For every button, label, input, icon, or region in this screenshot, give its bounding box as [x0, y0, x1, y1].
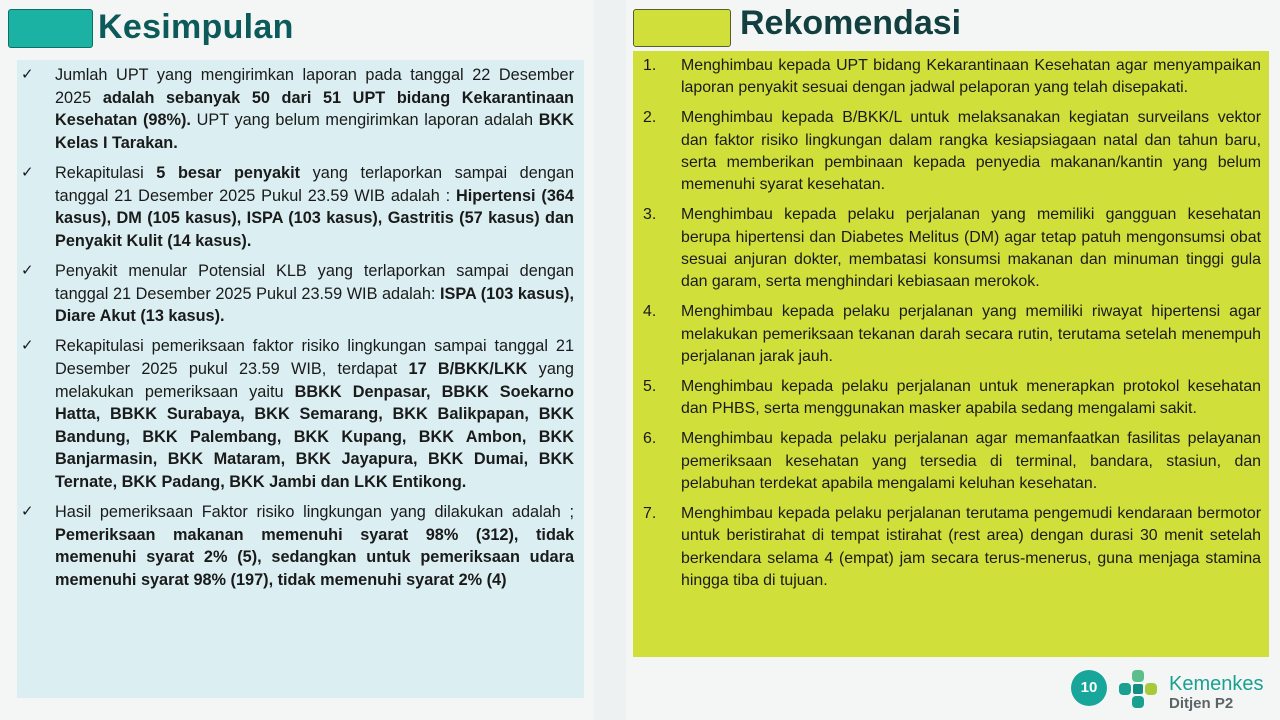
kesimpulan-bold-text: 17 B/BKK/LKK: [408, 359, 528, 378]
checkmark-icon: ✓: [21, 66, 34, 83]
logo-name: Kemenkes: [1169, 673, 1264, 695]
rekomendasi-item: [633, 55, 1261, 100]
rekomendasi-list: [633, 51, 1269, 592]
rekomendasi-item-number: 7.: [643, 505, 657, 523]
kesimpulan-bold-text: BKK Kelas I Tarakan.: [55, 111, 574, 152]
kesimpulan-item: [21, 501, 574, 591]
kesimpulan-item: [21, 162, 574, 252]
rekomendasi-item-text: Menghimbau kepada pelaku perjalanan terutama pengemudi kendaraan bermotor untuk beristirahat di tempat istirahat (rest area) dengan durasi 30 menit setelah berkendara selama 4 (empat) jam secara terus-menerus, guna menjaga stamina hingga tiba di tujuan.: [681, 505, 1261, 590]
kesimpulan-bold-text: 5 besar penyakit: [156, 163, 301, 182]
checkmark-icon: ✓: [21, 337, 34, 355]
rekomendasi-item-number: 4.: [643, 303, 657, 321]
kesimpulan-title: Kesimpulan: [98, 8, 294, 46]
kesimpulan-text: yang terlaporkan sampai dengan tanggal 21 Desember 2025 Pukul 23.59 WIB adalah :: [55, 163, 574, 205]
rekomendasi-item: [633, 428, 1261, 495]
rekomendasi-item-number: 1.: [643, 57, 657, 74]
kesimpulan-text: Penyakit menular Potensial KLB yang terlaporkan sampai dengan tanggal 21 Desember 2025 Pukul 23.59 WIB adalah:: [55, 261, 574, 303]
checkmark-icon: ✓: [21, 503, 34, 521]
rekomendasi-item: [633, 301, 1261, 368]
rekomendasi-item-text: Menghimbau kepada pelaku perjalanan agar memanfaatkan fasilitas pelayanan pemeriksaan kesehatan yang tersedia di terminal, bandara, stasiun, dan pelabuhan terdekat apabila mengalami keluhan kesehatan.: [681, 430, 1261, 493]
kesimpulan-bold-text: ISPA (103 kasus), Diare Akut (13 kasus).: [55, 284, 574, 326]
rekomendasi-tab-marker: [633, 9, 731, 47]
rekomendasi-item-text: Menghimbau kepada pelaku perjalanan untuk menerapkan protokol kesehatan dan PHBS, serta menggunakan masker apabila sedang mengalami sakit.: [681, 378, 1261, 418]
rekomendasi-item: [633, 204, 1261, 293]
rekomendasi-title: Rekomendasi: [740, 4, 962, 42]
checkmark-icon: ✓: [21, 261, 34, 279]
rekomendasi-panel: [633, 51, 1269, 657]
kesimpulan-bold-text: BBKK Denpasar, BBKK Soekarno Hatta, BBKK Surabaya, BKK Semarang, BKK Balikpapan, BKK Bandung, BKK Palembang, BKK Kupang, BKK Ambon, BKK Banjarmasin, BKK Mataram, BKK Jayapura, BKK Dumai, BKK Ternate, BKK Padang, BKK Jambi dan LKK Entikong.: [55, 382, 574, 491]
rekomendasi-item-text: Menghimbau kepada pelaku perjalanan yang memiliki gangguan kesehatan berupa hipertensi dan Diabetes Melitus (DM) agar tetap patuh mengonsumsi obat sesuai anjuran dokter, membatasi konsumsi makanan dan minuman tinggi gula dan garam, serta menghindari kebiasaan merokok.: [681, 206, 1261, 291]
kesimpulan-bold-text: Pemeriksaan makanan memenuhi syarat 98% (312), tidak memenuhi syarat 2% (5), sedangkan untuk pemeriksaan udara memenuhi syarat 98% (197), tidak memenuhi syarat 2% (4): [55, 525, 574, 589]
kesimpulan-tab-marker: [8, 9, 93, 48]
kesimpulan-text: Rekapitulasi pemeriksaan faktor risiko lingkungan sampai tanggal 21 Desember 2025 pukul 23.59 WIB, terdapat: [55, 337, 574, 378]
rekomendasi-item-number: 6.: [643, 430, 657, 448]
kesimpulan-item: [21, 335, 574, 493]
kesimpulan-bold-text: adalah sebanyak 50 dari 51 UPT bidang Kekarantinaan Kesehatan (98%).: [55, 88, 575, 130]
kesimpulan-panel: [17, 60, 584, 698]
rekomendasi-item-text: Menghimbau kepada pelaku perjalanan yang memiliki riwayat hipertensi agar melakukan pemeriksaan tekanan darah secara rutin, terutama setelah menempuh perjalanan jarak jauh.: [681, 303, 1261, 365]
rekomendasi-item-number: 2.: [643, 109, 657, 127]
kesimpulan-text: Hasil pemeriksaan Faktor risiko lingkungan yang dilakukan adalah ;: [55, 503, 574, 522]
logo-subtitle: Ditjen P2: [1169, 695, 1234, 712]
page-number: 10: [1071, 670, 1107, 706]
rekomendasi-item-text: Menghimbau kepada B/BKK/L untuk melaksanakan kegiatan surveilans vektor dan faktor risiko lingkungan dalam rangka kesiapsiagaan natal dan tahun baru, serta memberikan pembinaan kepada penyedia makanan/kantin yang belum memenuhi syarat kesehatan.: [681, 109, 1261, 194]
kesimpulan-item: [21, 64, 575, 154]
kesimpulan-list: [17, 60, 584, 591]
kesimpulan-text: Rekapitulasi: [55, 163, 157, 182]
checkmark-icon: ✓: [21, 163, 34, 181]
rekomendasi-item: [633, 107, 1261, 196]
kesimpulan-text: UPT yang belum mengirimkan laporan adalah: [190, 111, 539, 130]
rekomendasi-item-text: Menghimbau kepada UPT bidang Kekarantinaan Kesehatan agar menyampaikan laporan penyakit sesuai dengan jadwal pelaporan yang telah disepakati.: [681, 57, 1261, 97]
rekomendasi-item: [633, 376, 1261, 421]
rekomendasi-item: [633, 503, 1261, 592]
rekomendasi-item-number: 5.: [643, 378, 657, 396]
kesimpulan-text: yang melakukan pemeriksaan yaitu: [55, 359, 574, 401]
kesimpulan-text: Jumlah UPT yang mengirimkan laporan pada tanggal 22 Desember 2025: [55, 66, 574, 107]
rekomendasi-item-number: 3.: [643, 206, 657, 224]
kesimpulan-item: [21, 260, 574, 328]
kesimpulan-bold-text: Hipertensi (364 kasus), DM (105 kasus), ISPA (103 kasus), Gastritis (57 kasus) dan Penyakit Kulit (14 kasus).: [55, 186, 574, 250]
kemenkes-logo-icon: [1117, 668, 1159, 710]
slide-divider: [594, 0, 626, 720]
